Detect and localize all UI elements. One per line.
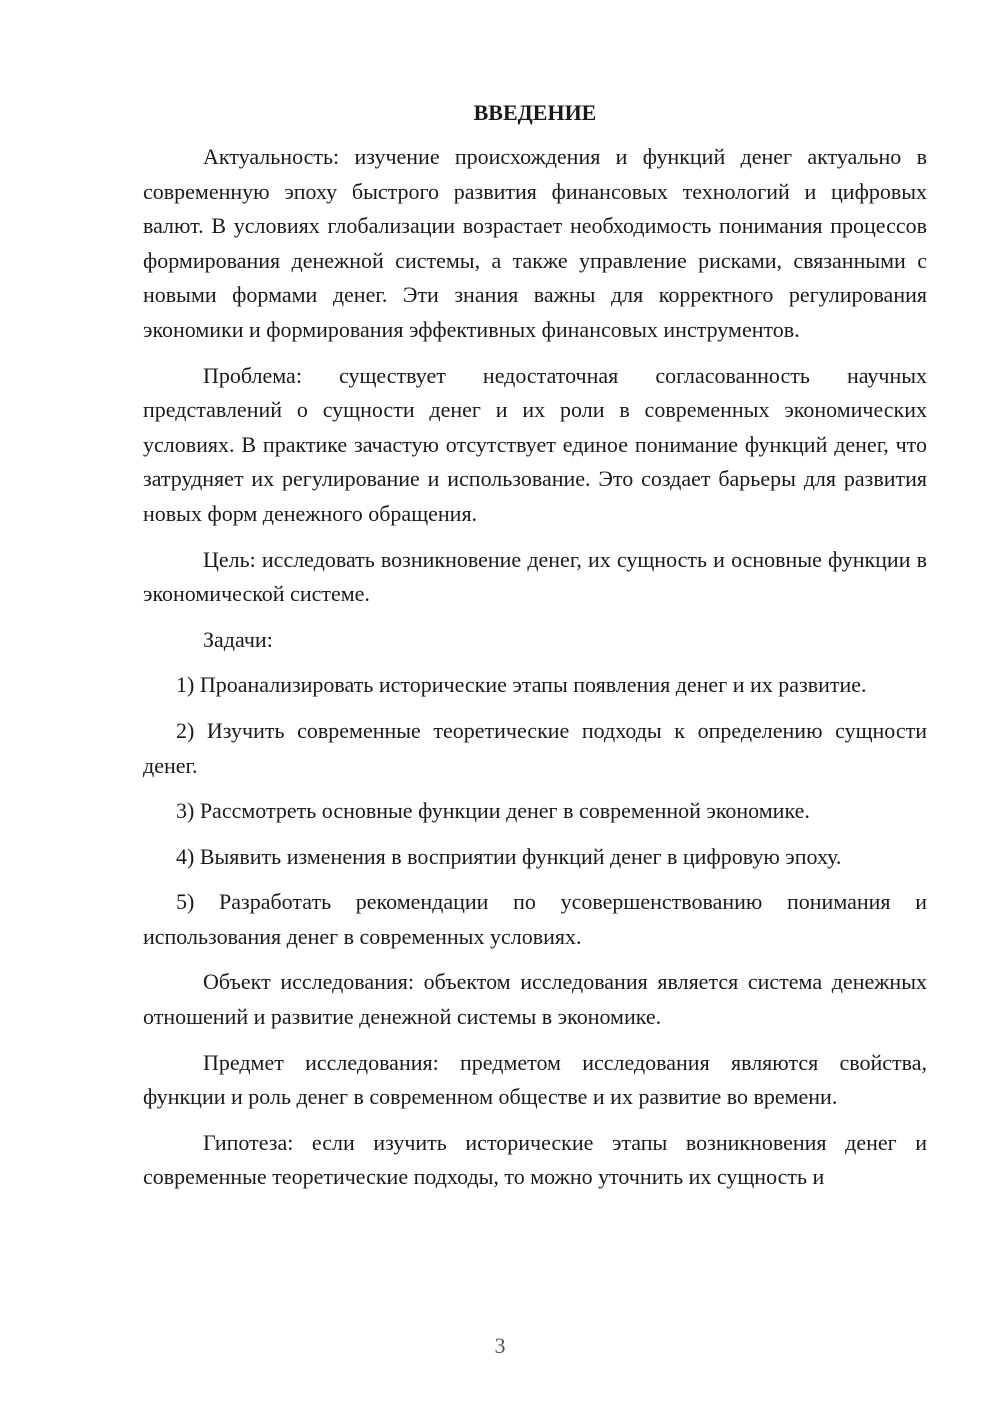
task-item-4: 4) Выявить изменения в восприятии функций денег в цифровую эпоху.	[176, 843, 842, 869]
paragraph-tasks-heading: Задачи:	[203, 626, 273, 652]
section-title: ВВЕДЕНИЕ	[473, 100, 597, 125]
paragraph-object: Объект исследования: объектом исследования является система денежных отношений и развитие денежной системы в экономике.	[143, 969, 927, 1030]
paragraph-hypothesis: Гипотеза: если изучить исторические этапы возникновения денег и современные теоретические подходы, то можно уточнить их сущность и	[143, 1129, 927, 1190]
page-number: 3	[494, 1333, 506, 1358]
page-content	[143, 96, 927, 1206]
paragraph-goal: Цель: исследовать возникновение денег, их сущность и основные функции в экономической системе.	[143, 546, 927, 607]
paragraph-relevance: Актуальность: изучение происхождения и функций денег актуально в современную эпоху быстрого развития финансовых технологий и цифровых валют. В условиях глобализации возрастает необходимость понимания процессов формирования денежной системы, а также управление рисками, связанными с новыми формами денег. Эти знания важны для корректного регулирования экономики и формирования эффективных финансовых инструментов.	[143, 144, 927, 342]
task-item-5: 5) Разработать рекомендации по усовершенствованию понимания и использования денег в современных условиях.	[143, 889, 927, 949]
paragraph-subject: Предмет исследования: предметом исследования являются свойства, функции и роль денег в современном обществе и их развитие во времени.	[143, 1049, 927, 1110]
task-item-3: 3) Рассмотреть основные функции денег в современной экономике.	[176, 798, 810, 824]
task-item-2: 2) Изучить современные теоретические подходы к определению сущности денег.	[143, 717, 927, 778]
task-item-1: 1) Проанализировать исторические этапы появления денег и их развитие.	[176, 672, 867, 698]
paragraph-problem: Проблема: существует недостаточная согласованность научных представлений о сущности денег и их роли в современных экономических условиях. В практике зачастую отсутствует единое понимание функций денег, что затрудняет их регулирование и использование. Это создает барьеры для развития новых форм денежного обращения.	[143, 362, 927, 526]
